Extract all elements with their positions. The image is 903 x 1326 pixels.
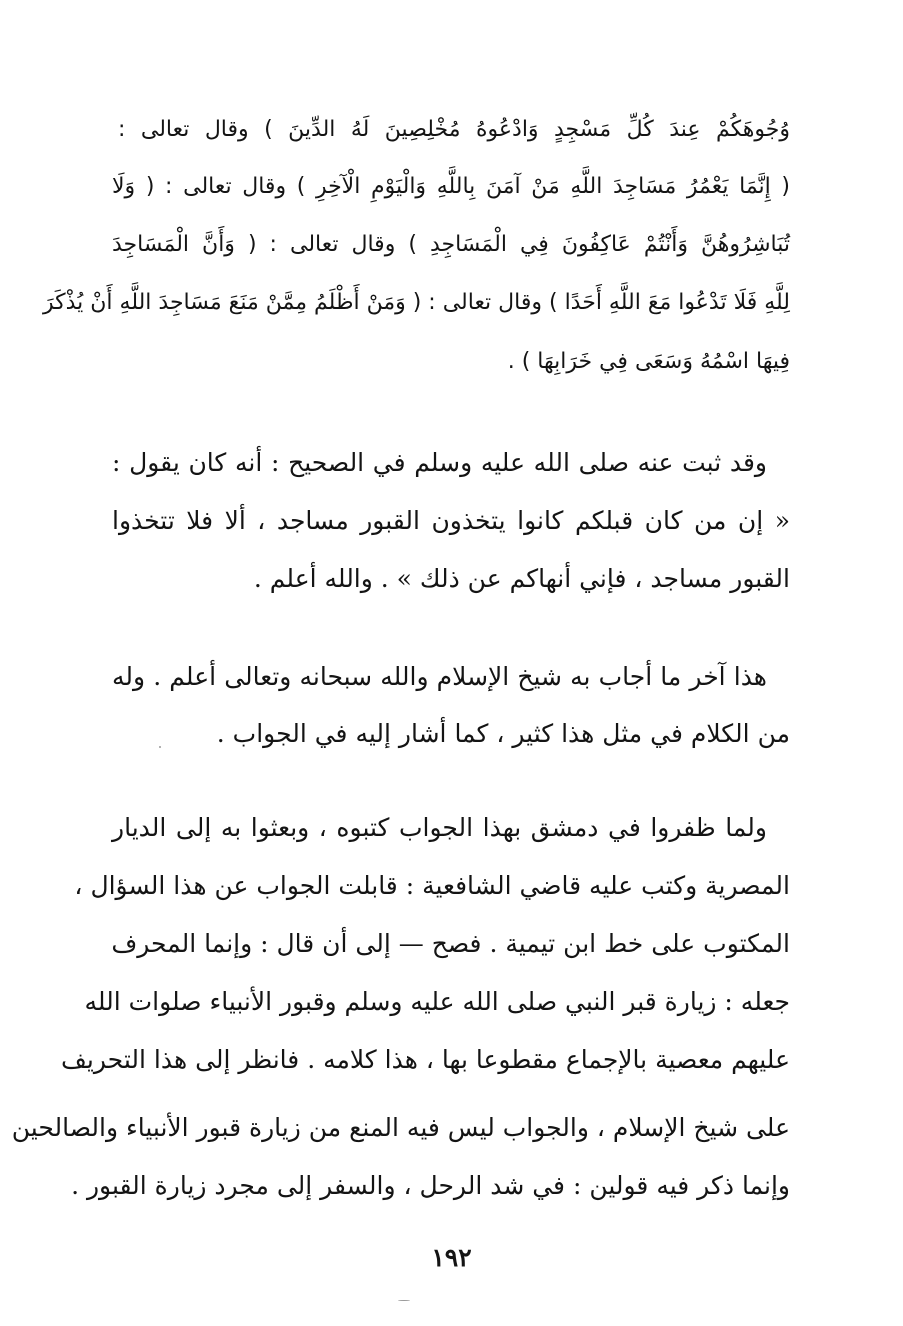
page-number: ١٩٢	[431, 1243, 472, 1272]
text-line: ( إِنَّمَا يَعْمُرُ مَسَاجِدَ اللَّهِ مَنْ آمَنَ بِاللَّهِ وَالْيَوْمِ الْآخِرِ ) وقال تعالى : ( وَلَا	[112, 174, 790, 199]
text-line: القبور مساجد ، فإني أنهاكم عن ذلك » . والله أعلم .	[253, 564, 790, 593]
text-line: عليهم معصية بالإجماع مقطوعا بها ، هذا كلامه . فانظر إلى هذا التحريف	[61, 1045, 790, 1074]
text-line: ولما ظفروا في دمشق بهذا الجواب كتبوه ، وبعثوا به إلى الديار	[112, 813, 767, 842]
text-line: جعله : زيارة قبر النبي صلى الله عليه وسلم وقبور الأنبياء صلوات الله	[84, 987, 790, 1016]
text-line: وقد ثبت عنه صلى الله عليه وسلم في الصحيح : أنه كان يقول :	[112, 448, 767, 477]
text-line: المصرية وكتب عليه قاضي الشافعية : قابلت الجواب عن هذا السؤال ،	[74, 871, 790, 900]
text-line: هذا آخر ما أجاب به شيخ الإسلام والله سبحانه وتعالى أعلم . وله	[112, 662, 767, 691]
text-line: فِيهَا اسْمُهُ وَسَعَى فِي خَرَابِهَا ) .	[507, 349, 790, 374]
text-line: وإنما ذكر فيه قولين : في شد الرحل ، والسفر إلى مجرد زيارة القبور .	[71, 1171, 790, 1200]
text-line: تُبَاشِرُوهُنَّ وَأَنْتُمْ عَاكِفُونَ فِي الْمَسَاجِدِ ) وقال تعالى : ( وَأَنَّ الْمَسَاجِدَ	[112, 232, 790, 257]
text-line: المكتوب على خط ابن تيمية . فصح — إلى أن قال : وإنما المحرف	[111, 929, 790, 958]
scan-speck	[398, 1300, 410, 1301]
text-line: لِلَّهِ فَلَا تَدْعُوا مَعَ اللَّهِ أَحَدًا ) وقال تعالى : ( وَمَنْ أَظْلَمُ مِمَّنْ مَنَعَ مَسَاجِدَ اللَّهِ أَنْ يُذْكَرَ	[42, 290, 790, 315]
scan-speck	[159, 746, 161, 748]
text-line: على شيخ الإسلام ، والجواب ليس فيه المنع من زيارة قبور الأنبياء والصالحين	[11, 1113, 790, 1142]
text-line: من الكلام في مثل هذا كثير ، كما أشار إليه في الجواب .	[216, 719, 790, 748]
text-line: وُجُوهَكُمْ عِندَ كُلِّ مَسْجِدٍ وَادْعُوهُ مُخْلِصِينَ لَهُ الدِّينَ ) وقال تعالى :	[118, 117, 790, 142]
text-line: « إن من كان قبلكم كانوا يتخذون القبور مساجد ، ألا فلا تتخذوا	[112, 506, 790, 535]
